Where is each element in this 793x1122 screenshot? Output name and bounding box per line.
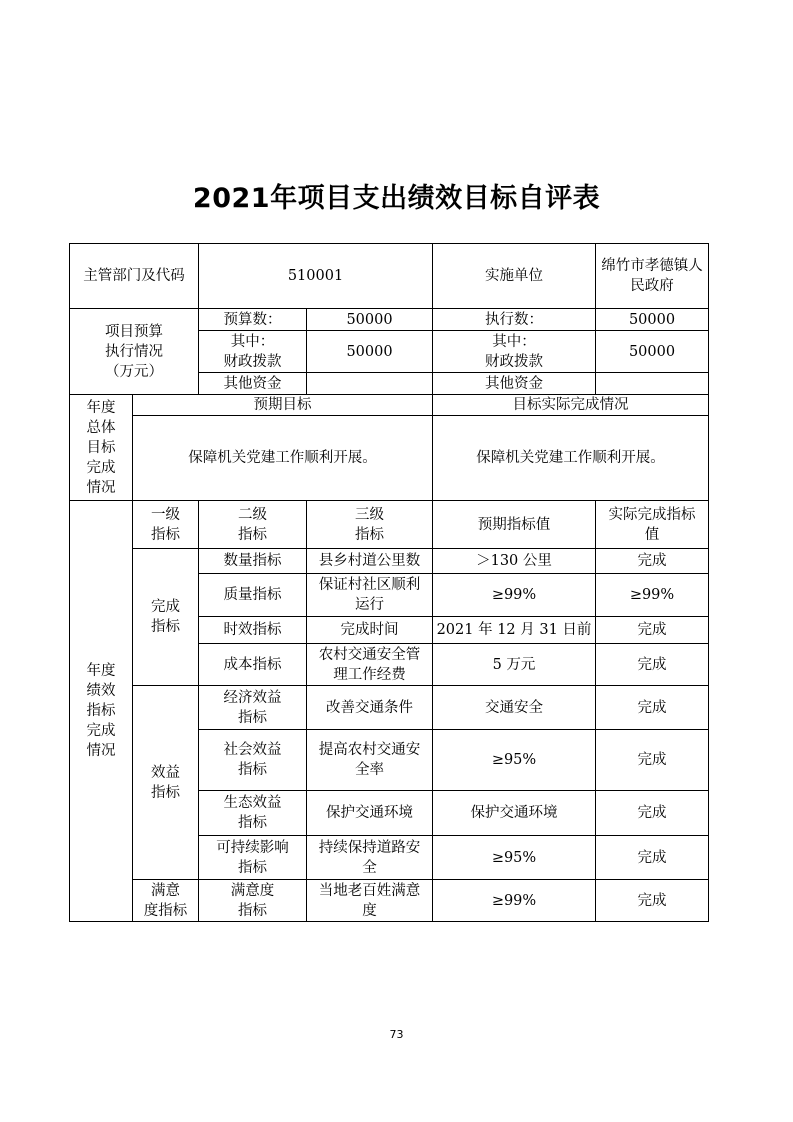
actual-cell: 完成 — [596, 644, 709, 686]
other-exec-label: 其他资金 — [433, 373, 596, 395]
expected-cell: 5 万元 — [433, 644, 596, 686]
actual-cell: 完成 — [596, 617, 709, 644]
other-exec-value — [596, 373, 709, 395]
level2-header: 二级 指标 — [199, 501, 307, 549]
evaluation-table — [69, 243, 709, 922]
level2-cell: 社会效益 指标 — [199, 730, 307, 791]
expected-cell: ≥95% — [433, 836, 596, 880]
expected-cell: 2021 年 12 月 31 日前 — [433, 617, 596, 644]
completion-group-label: 完成 指标 — [133, 549, 199, 686]
actual-cell: 完成 — [596, 549, 709, 574]
other-budget-value — [307, 373, 433, 395]
table-row — [70, 880, 709, 922]
exec-amount-label: 执行数： — [433, 309, 596, 331]
level2-cell: 经济效益 指标 — [199, 686, 307, 730]
table-row — [70, 686, 709, 730]
actual-cell: 完成 — [596, 836, 709, 880]
actual-header: 实际完成指标 值 — [596, 501, 709, 549]
level2-cell: 数量指标 — [199, 549, 307, 574]
exec-amount-value: 50000 — [596, 309, 709, 331]
dept-label: 主管部门及代码 — [70, 244, 199, 309]
level3-cell: 完成时间 — [307, 617, 433, 644]
level2-cell: 质量指标 — [199, 574, 307, 617]
fiscal-exec-value: 50000 — [596, 331, 709, 373]
level2-cell: 成本指标 — [199, 644, 307, 686]
level2-cell: 时效指标 — [199, 617, 307, 644]
level2-cell: 可持续影响 指标 — [199, 836, 307, 880]
expected-cell: 交通安全 — [433, 686, 596, 730]
level3-cell: 改善交通条件 — [307, 686, 433, 730]
expected-cell: ＞130 公里 — [433, 549, 596, 574]
level3-cell: 县乡村道公里数 — [307, 549, 433, 574]
other-budget-label: 其他资金 — [199, 373, 307, 395]
dept-code: 510001 — [199, 244, 433, 309]
level1-header: 一级 指标 — [133, 501, 199, 549]
actual-cell: 完成 — [596, 686, 709, 730]
budget-label: 项目预算 执行情况 （万元） — [70, 309, 199, 395]
level3-header: 三级 指标 — [307, 501, 433, 549]
expected-cell: ≥99% — [433, 574, 596, 617]
actual-goal-header: 目标实际完成情况 — [433, 395, 709, 416]
actual-goal-text: 保障机关党建工作顺利开展。 — [433, 416, 709, 501]
expected-cell: ≥95% — [433, 730, 596, 791]
expected-goal-header: 预期目标 — [133, 395, 433, 416]
unit-value: 绵竹市孝德镇人民政府 — [596, 244, 709, 309]
fiscal-budget-label: 其中： 财政拨款 — [199, 331, 307, 373]
benefit-group-label: 效益 指标 — [133, 686, 199, 880]
expected-cell: 保护交通环境 — [433, 791, 596, 836]
level3-cell: 农村交通安全管 理工作经费 — [307, 644, 433, 686]
level3-cell: 持续保持道路安 全 — [307, 836, 433, 880]
actual-cell: 完成 — [596, 880, 709, 922]
expected-goal-text: 保障机关党建工作顺利开展。 — [133, 416, 433, 501]
level3-cell: 保证村社区顺利 运行 — [307, 574, 433, 617]
budget-amount-value: 50000 — [307, 309, 433, 331]
level3-cell: 保护交通环境 — [307, 791, 433, 836]
page-number: 73 — [389, 1028, 404, 1041]
indicators-label: 年度 绩效 指标 完成 情况 — [70, 501, 133, 922]
satisfaction-group-label: 满意 度指标 — [133, 880, 199, 922]
unit-label: 实施单位 — [433, 244, 596, 309]
level2-cell: 满意度 指标 — [199, 880, 307, 922]
table-row — [70, 549, 709, 574]
page-title: 2021年项目支出绩效目标自评表 — [192, 183, 601, 214]
level3-cell: 提高农村交通安 全率 — [307, 730, 433, 791]
annual-goal-label: 年度 总体 目标 完成 情况 — [70, 395, 133, 501]
actual-cell: ≥99% — [596, 574, 709, 617]
expected-cell: ≥99% — [433, 880, 596, 922]
expected-header: 预期指标值 — [433, 501, 596, 549]
fiscal-budget-value: 50000 — [307, 331, 433, 373]
actual-cell: 完成 — [596, 791, 709, 836]
fiscal-exec-label: 其中： 财政拨款 — [433, 331, 596, 373]
budget-amount-label: 预算数： — [199, 309, 307, 331]
actual-cell: 完成 — [596, 730, 709, 791]
level3-cell: 当地老百姓满意 度 — [307, 880, 433, 922]
level2-cell: 生态效益 指标 — [199, 791, 307, 836]
